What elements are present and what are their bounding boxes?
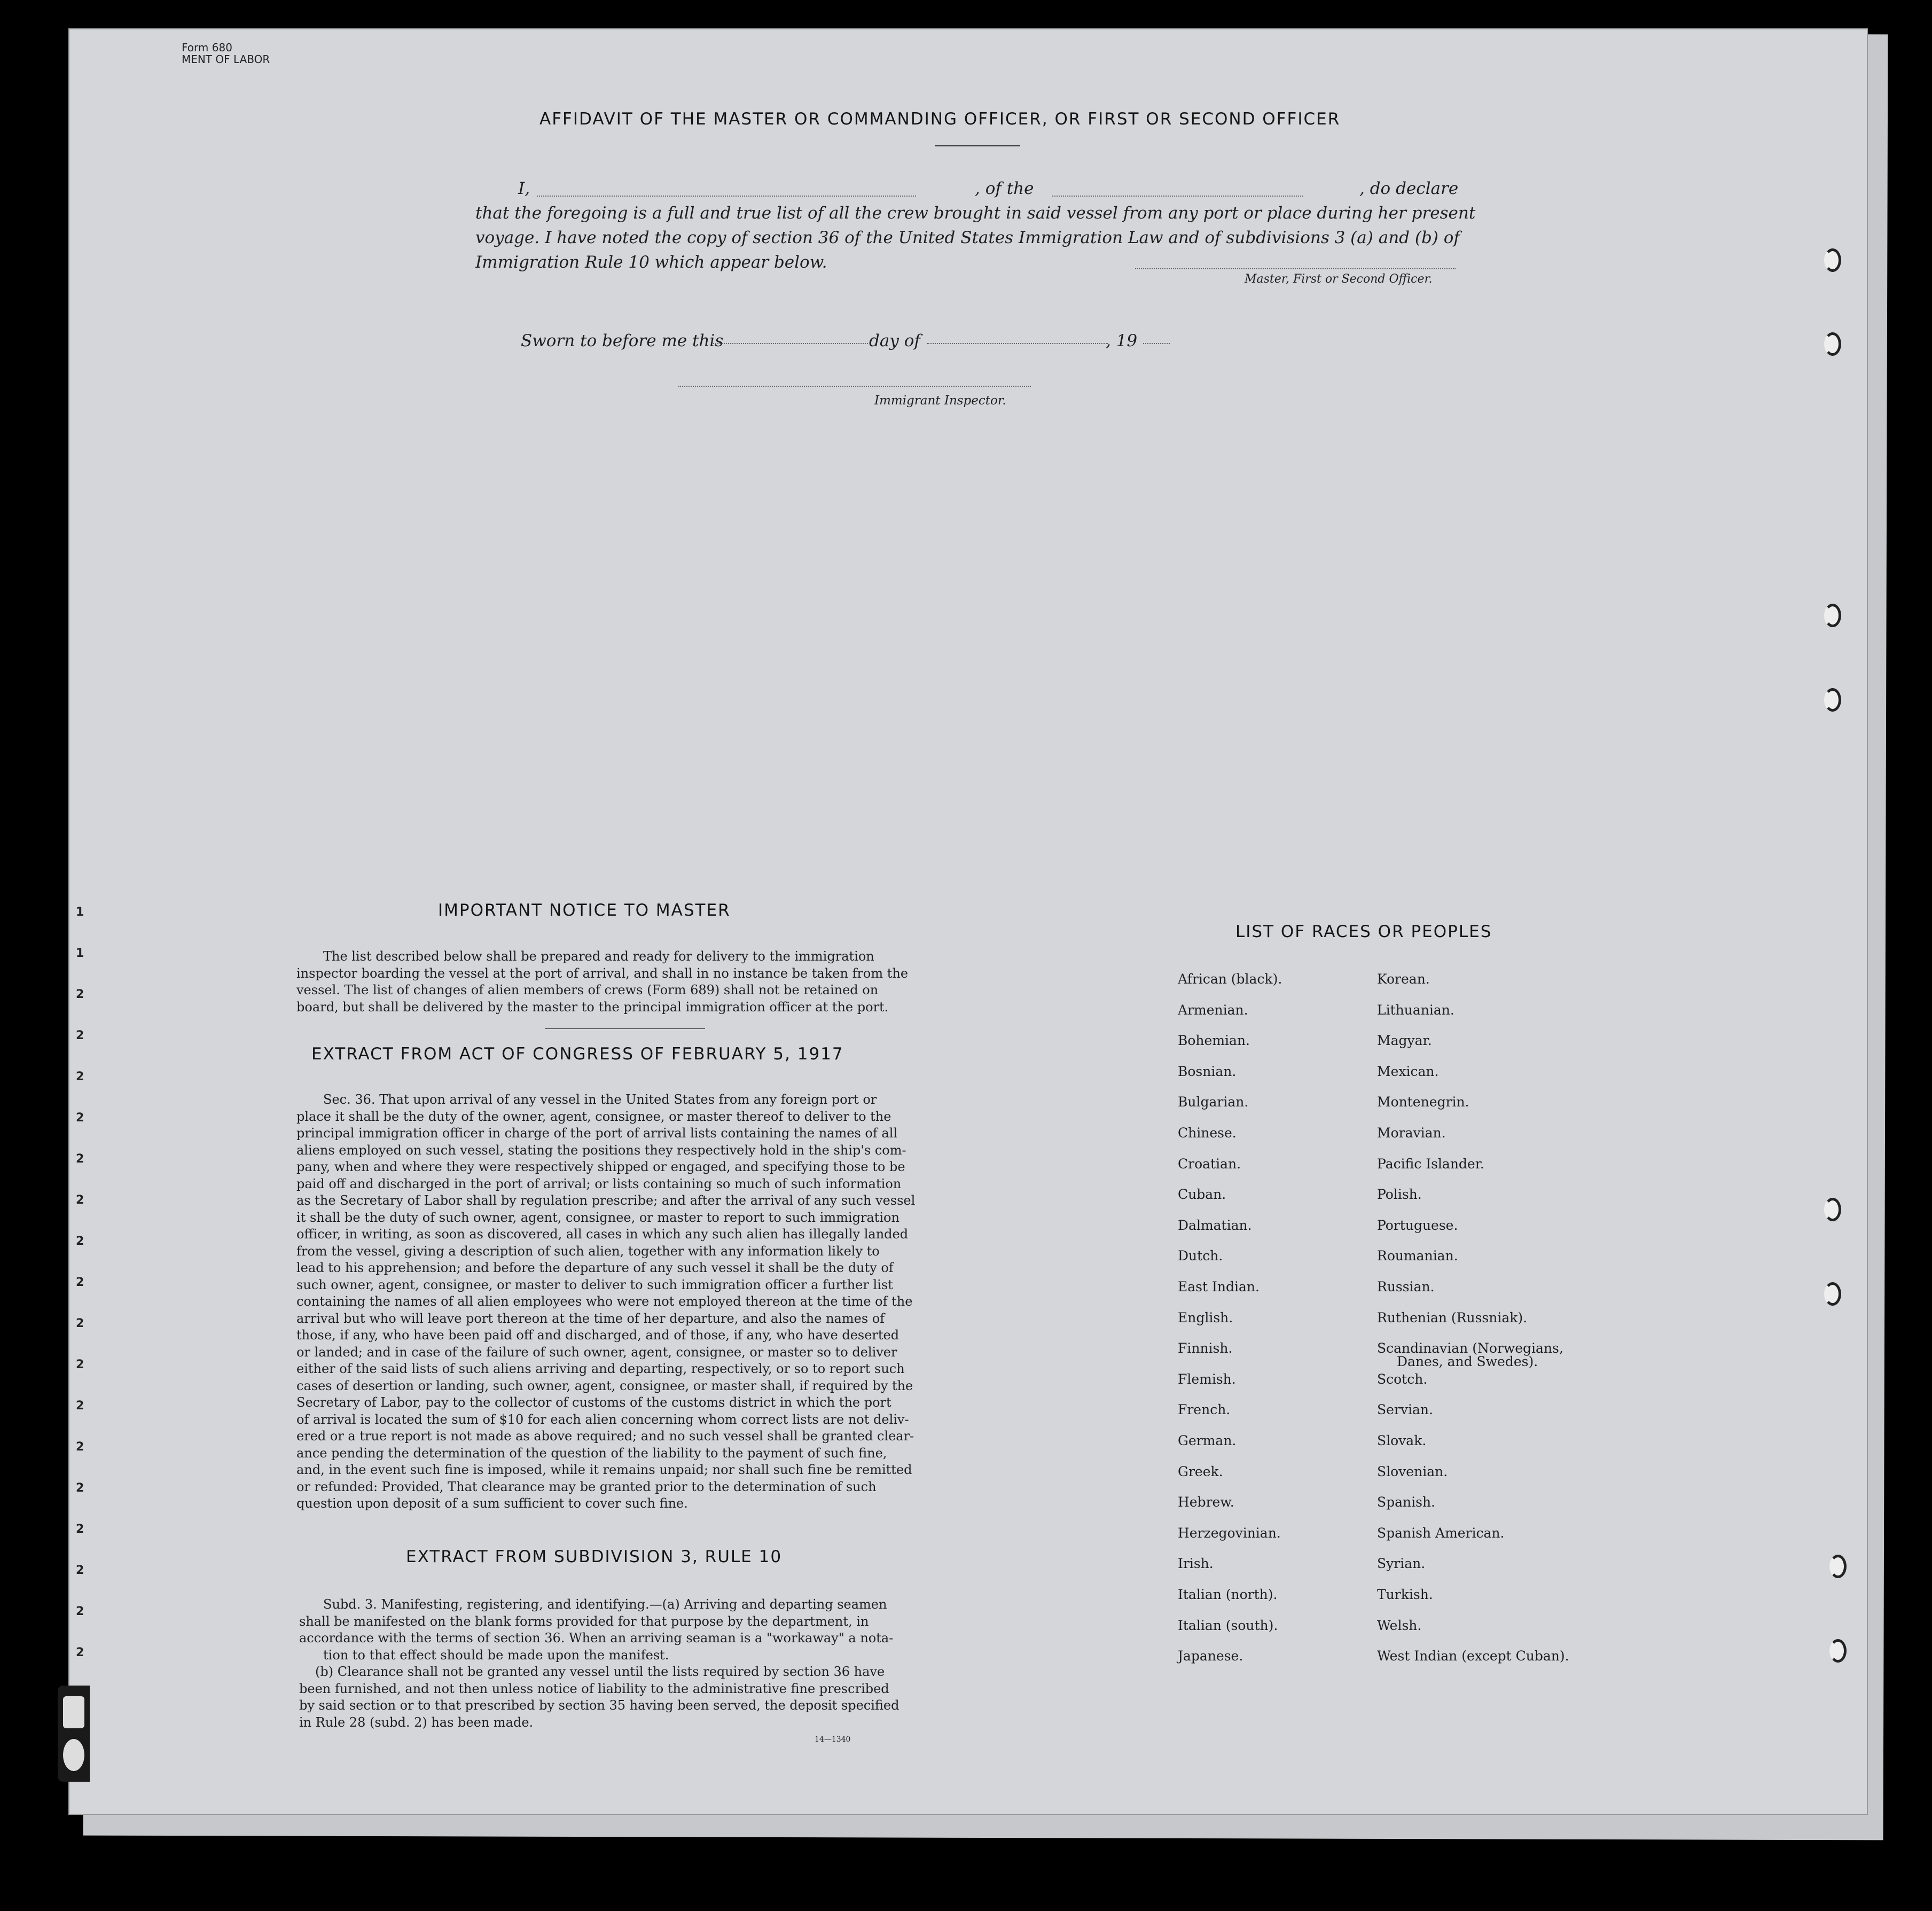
- affidavit-line-2: that the foregoing is a full and true list of all the crew brought in said vessel from any port or place during her present: [475, 204, 1476, 223]
- margin-number: 2: [76, 1152, 84, 1166]
- month-blank: [927, 338, 1108, 344]
- race-item: Slovak.: [1377, 1433, 1427, 1448]
- race-item: Bosnian.: [1178, 1063, 1237, 1079]
- act-line: containing the names of all alien employees who were not employed thereon at the time of the: [296, 1294, 913, 1309]
- affidavit-i: I,: [518, 179, 530, 198]
- notice-line: board, but shall be delivered by the master to the principal immigration officer at the port.: [296, 999, 889, 1015]
- race-item: Greek.: [1178, 1463, 1223, 1479]
- race-item: Slovenian.: [1377, 1463, 1448, 1479]
- affidavit-body: [475, 176, 1476, 275]
- race-item: Hebrew.: [1178, 1494, 1234, 1510]
- race-item: Italian (north).: [1178, 1587, 1278, 1602]
- race-item: Herzegovinian.: [1178, 1525, 1281, 1541]
- inspector-caption: Immigrant Inspector.: [874, 394, 1006, 408]
- race-item: Portuguese.: [1377, 1217, 1458, 1233]
- race-item: French.: [1178, 1402, 1231, 1418]
- act-line: paid off and discharged in the port of arrival; or lists containing so much of such information: [296, 1176, 902, 1191]
- race-item: Ruthenian (Russniak).: [1377, 1309, 1528, 1325]
- rule-line: accordance with the terms of section 36. When an arriving seaman is a "workaway" a nota-: [299, 1631, 894, 1645]
- notice-line: vessel. The list of changes of alien members of crews (Form 689) shall not be retained on: [296, 982, 879, 997]
- race-item: Spanish.: [1377, 1494, 1436, 1510]
- race-item: Pacific Islander.: [1377, 1156, 1484, 1172]
- affidavit-of-the: , of the: [975, 179, 1034, 198]
- race-item: Polish.: [1377, 1187, 1422, 1203]
- act-line: place it shall be the duty of the owner, agent, consignee, or master thereof to deliver to the: [296, 1109, 891, 1124]
- document-page: [69, 29, 1867, 1814]
- race-item: Chinese.: [1178, 1125, 1237, 1141]
- race-item: Scandinavian (Norwegians,: [1377, 1340, 1563, 1356]
- margin-number: 2: [76, 1646, 84, 1659]
- binder-hole: [1824, 1198, 1841, 1221]
- margin-number: 2: [76, 1029, 84, 1042]
- form-number: Form 680: [182, 41, 232, 54]
- rule-line: been furnished, and not then unless notice of liability to the administrative fine prescribed: [299, 1681, 889, 1696]
- act-line: principal immigration officer in charge of the port of arrival lists containing the names of all: [296, 1126, 898, 1141]
- notice-title: IMPORTANT NOTICE TO MASTER: [438, 901, 731, 920]
- act-line: cases of desertion or landing, such owner, agent, consignee, or master shall, if required by the: [296, 1378, 913, 1393]
- margin-number: 1: [76, 947, 84, 960]
- race-item: Korean.: [1377, 971, 1430, 987]
- binder-hole: [1824, 604, 1841, 627]
- race-item: Croatian.: [1178, 1156, 1241, 1172]
- race-item: Italian (south).: [1178, 1617, 1278, 1633]
- margin-number: 2: [76, 1070, 84, 1083]
- race-item: Bohemian.: [1178, 1033, 1250, 1049]
- margin-number: 2: [76, 1440, 84, 1454]
- act-line: or landed; and in case of the failure of such owner, agent, consignee, or master so to deliver: [296, 1344, 897, 1360]
- act-line: pany, when and where they were respectively shipped or engaged, and specifying those to be: [296, 1159, 905, 1174]
- binder-hole: [1829, 1639, 1847, 1663]
- day-blank: [713, 338, 868, 344]
- race-item: Finnish.: [1178, 1340, 1233, 1356]
- race-item: Cuban.: [1178, 1187, 1226, 1203]
- margin-number: 2: [76, 1235, 84, 1248]
- race-item: English.: [1178, 1309, 1233, 1325]
- margin-number: 2: [76, 1481, 84, 1495]
- race-item-continuation: Danes, and Swedes).: [1397, 1354, 1538, 1370]
- margin-number: 2: [76, 1111, 84, 1125]
- act-extract-body: [296, 1091, 916, 1512]
- signature-blank: [1135, 263, 1456, 269]
- binder-hole: [1829, 1555, 1847, 1578]
- act-line: Sec. 36. That upon arrival of any vessel in the United States from any foreign port or: [323, 1092, 877, 1107]
- print-code: 14—1340: [815, 1735, 851, 1744]
- race-item: Bulgarian.: [1178, 1094, 1249, 1110]
- margin-number: 2: [76, 1564, 84, 1577]
- race-item: Roumanian.: [1377, 1248, 1458, 1264]
- act-line: as the Secretary of Labor shall by regulation prescribe; and after the arrival of any such vessel: [296, 1193, 916, 1208]
- race-item: Montenegrin.: [1377, 1094, 1469, 1110]
- rule-extract-title: EXTRACT FROM SUBDIVISION 3, RULE 10: [406, 1547, 783, 1566]
- margin-number: 2: [76, 1194, 84, 1207]
- rule-line: shall be manifested on the blank forms provided for that purpose by the department, in: [299, 1613, 869, 1629]
- rule-extract-body: [299, 1596, 905, 1731]
- binder-hole: [1824, 332, 1841, 356]
- margin-number: 2: [76, 988, 84, 1001]
- margin-number: 2: [76, 1399, 84, 1413]
- race-item: Dutch.: [1178, 1248, 1223, 1264]
- stamp-fragment: [58, 1686, 90, 1782]
- department-label: MENT OF LABOR: [182, 53, 270, 66]
- race-item: Armenian.: [1178, 1002, 1248, 1018]
- race-item: Magyar.: [1377, 1033, 1432, 1049]
- act-line: Secretary of Labor, pay to the collector of customs of the customs district in which the port: [296, 1395, 891, 1410]
- vessel-blank: [1052, 190, 1303, 197]
- race-item: Irish.: [1178, 1556, 1214, 1572]
- rule-line: by said section or to that prescribed by section 35 having been served, the deposit specified: [299, 1698, 899, 1713]
- act-line: ered or a true report is not made as above required; and no such vessel shall be granted clear-: [296, 1429, 914, 1444]
- act-line: such owner, agent, consignee, or master to deliver to such immigration officer a further list: [296, 1277, 893, 1292]
- notice-body: [296, 948, 909, 1016]
- name-blank: [537, 190, 916, 197]
- year-text: , 19: [1106, 331, 1138, 350]
- affidavit-line-3: voyage. I have noted the copy of section 36 of the United States Immigration Law and of subdivisions 3 (a) and (b) of: [475, 228, 1460, 247]
- margin-number: 2: [76, 1276, 84, 1289]
- margin-number: 2: [76, 1358, 84, 1371]
- affidavit-title-rule: [935, 145, 1020, 146]
- act-extract-title: EXTRACT FROM ACT OF CONGRESS OF FEBRUARY 5, 1917: [311, 1044, 844, 1064]
- affidavit-line-4: Immigration Rule 10 which appear below.: [475, 253, 827, 272]
- rule-line: (b) Clearance shall not be granted any vessel until the lists required by section 36 have: [315, 1664, 885, 1679]
- act-line: it shall be the duty of such owner, agent, consignee, or master to report to such immigration: [296, 1210, 899, 1225]
- day-of-text: day of: [869, 331, 920, 350]
- race-item: German.: [1178, 1433, 1237, 1448]
- race-item: East Indian.: [1178, 1279, 1260, 1294]
- binder-hole: [1824, 248, 1841, 272]
- act-line: arrival but who will leave port thereon at the time of her departure, and also the names of: [296, 1311, 885, 1326]
- act-line: those, if any, who have been paid off and discharged, and of those, if any, who have deserted: [296, 1328, 899, 1343]
- rule-line: in Rule 28 (subd. 2) has been made.: [299, 1714, 534, 1730]
- race-item: Mexican.: [1377, 1063, 1439, 1079]
- race-item: Russian.: [1377, 1279, 1435, 1294]
- notice-rule: [545, 1028, 705, 1029]
- act-line: either of the said lists of such aliens arriving and departing, respectively, or so to report such: [296, 1361, 905, 1376]
- binder-hole: [1824, 688, 1841, 712]
- form-number-label: [182, 42, 270, 65]
- affidavit-line-1: [475, 176, 1469, 201]
- race-item: African (black).: [1178, 971, 1282, 987]
- margin-number: 2: [76, 1317, 84, 1330]
- notice-line: The list described below shall be prepared and ready for delivery to the immigration: [323, 949, 874, 964]
- race-item: West Indian (except Cuban).: [1377, 1648, 1569, 1664]
- race-item: Turkish.: [1377, 1587, 1433, 1602]
- act-line: officer, in writing, as soon as discovered, all cases in which any such alien has illegally landed: [296, 1227, 909, 1242]
- signer-caption: Master, First or Second Officer.: [1245, 272, 1433, 286]
- race-item: Lithuanian.: [1377, 1002, 1454, 1018]
- sworn-text: Sworn to before me this: [521, 331, 724, 350]
- affidavit-do-declare: , do declare: [1359, 179, 1459, 198]
- race-item: Moravian.: [1377, 1125, 1446, 1141]
- race-item: Spanish American.: [1377, 1525, 1505, 1541]
- race-item: Syrian.: [1377, 1556, 1426, 1572]
- race-item: Dalmatian.: [1178, 1217, 1252, 1233]
- margin-number: 1: [76, 906, 84, 919]
- act-line: aliens employed on such vessel, stating the positions they respectively hold in the ship's com-: [296, 1142, 906, 1158]
- year-blank: [1143, 338, 1170, 344]
- act-line: question upon deposit of a sum sufficient to cover such fine.: [296, 1496, 688, 1511]
- rule-line: Subd. 3. Manifesting, registering, and identifying.—(a) Arriving and departing seamen: [323, 1597, 887, 1612]
- notice-line: inspector boarding the vessel at the port of arrival, and shall in no instance be taken from the: [296, 965, 909, 981]
- act-line: of arrival is located the sum of $10 for each alien concerning whom correct lists are not deliv-: [296, 1411, 909, 1427]
- race-item: Scotch.: [1377, 1371, 1428, 1387]
- act-line: from the vessel, giving a description of such alien, together with any information likely to: [296, 1243, 880, 1259]
- act-line: lead to his apprehension; and before the departure of any such vessel it shall be the duty of: [296, 1260, 894, 1275]
- act-line: and, in the event such fine is imposed, while it remains unpaid; nor shall such fine be remitted: [296, 1462, 912, 1477]
- race-item: Japanese.: [1178, 1648, 1243, 1664]
- races-title: LIST OF RACES OR PEOPLES: [1235, 922, 1492, 941]
- margin-number: 2: [76, 1523, 84, 1536]
- act-line: ance pending the determination of the question of the liability to the payment of such fine,: [296, 1445, 887, 1461]
- binder-hole: [1824, 1282, 1841, 1306]
- act-line: or refunded: Provided, That clearance may be granted prior to the determination of such: [296, 1479, 877, 1494]
- margin-number: 2: [76, 1605, 84, 1618]
- inspector-signature-blank: [678, 380, 1031, 387]
- race-item: Welsh.: [1377, 1617, 1422, 1633]
- race-item: Flemish.: [1178, 1371, 1236, 1387]
- affidavit-title: AFFIDAVIT OF THE MASTER OR COMMANDING OFFICER, OR FIRST OR SECOND OFFICER: [539, 110, 1341, 129]
- rule-line: tion to that effect should be made upon the manifest.: [323, 1647, 669, 1663]
- race-item: Servian.: [1377, 1402, 1433, 1418]
